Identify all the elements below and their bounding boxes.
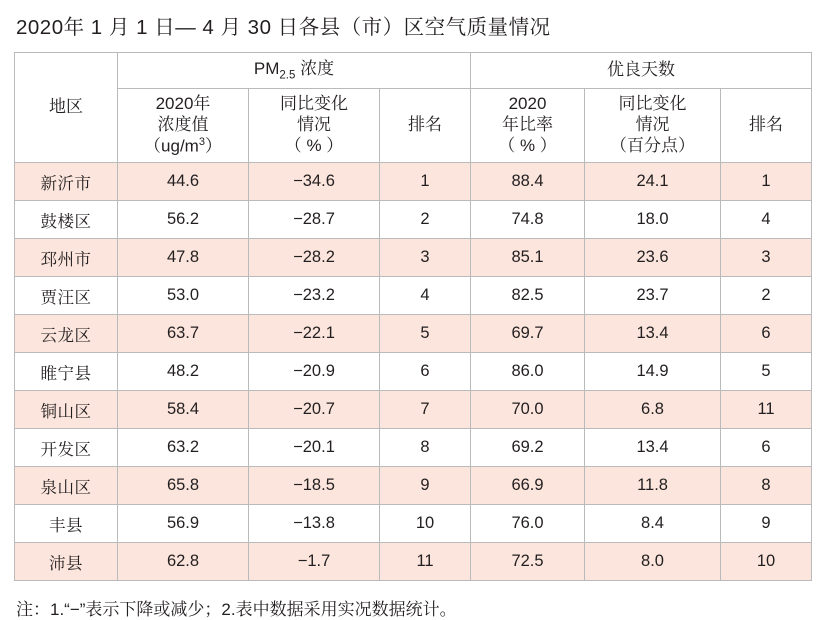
table-row <box>15 315 812 353</box>
cell-days-rate: 69.7 <box>471 315 585 353</box>
days-change-line1: 同比变化 <box>618 94 687 114</box>
cell-days-rank: 6 <box>721 315 812 353</box>
cell-pm25-value: 56.9 <box>118 505 249 543</box>
cell-region: 云龙区 <box>15 315 118 353</box>
pm25-change-line2: 情况 <box>297 115 331 135</box>
cell-pm25-change: −20.7 <box>249 391 380 429</box>
column-header-region: 地区 <box>15 53 118 163</box>
cell-pm25-rank: 4 <box>380 277 471 315</box>
cell-region: 沛县 <box>15 543 118 581</box>
cell-pm25-value: 63.2 <box>118 429 249 467</box>
cell-pm25-change: −13.8 <box>249 505 380 543</box>
cell-region: 新沂市 <box>15 163 118 201</box>
table-row <box>15 163 812 201</box>
cell-days-rank: 11 <box>721 391 812 429</box>
cell-days-rate: 72.5 <box>471 543 585 581</box>
cell-pm25-value: 48.2 <box>118 353 249 391</box>
cell-region: 泉山区 <box>15 467 118 505</box>
cell-region: 贾汪区 <box>15 277 118 315</box>
cell-pm25-value: 53.0 <box>118 277 249 315</box>
table-header <box>15 53 812 163</box>
pm25-unit-exponent: 3 <box>198 135 205 148</box>
cell-pm25-rank: 10 <box>380 505 471 543</box>
column-group-header-good-days: 优良天数 <box>471 53 812 89</box>
cell-pm25-value: 63.7 <box>118 315 249 353</box>
cell-days-rate: 85.1 <box>471 239 585 277</box>
column-header-days-rate <box>471 89 585 163</box>
cell-pm25-value: 56.2 <box>118 201 249 239</box>
cell-pm25-value: 62.8 <box>118 543 249 581</box>
cell-region: 铜山区 <box>15 391 118 429</box>
cell-days-rank: 6 <box>721 429 812 467</box>
cell-days-change: 23.6 <box>585 239 721 277</box>
table-row <box>15 201 812 239</box>
table-row <box>15 353 812 391</box>
cell-days-rank: 2 <box>721 277 812 315</box>
table-body <box>15 163 812 581</box>
pm25-label-suffix: 浓度 <box>295 58 335 78</box>
cell-days-rate: 70.0 <box>471 391 585 429</box>
cell-days-rank: 8 <box>721 467 812 505</box>
pm25-unit-close: ） <box>204 136 222 156</box>
pm25-unit-open: （ug/m <box>144 136 199 156</box>
cell-days-rate: 88.4 <box>471 163 585 201</box>
cell-days-change: 8.0 <box>585 543 721 581</box>
cell-days-rank: 10 <box>721 543 812 581</box>
cell-pm25-rank: 8 <box>380 429 471 467</box>
cell-pm25-change: −20.1 <box>249 429 380 467</box>
cell-region: 鼓楼区 <box>15 201 118 239</box>
cell-pm25-rank: 9 <box>380 467 471 505</box>
cell-pm25-change: −18.5 <box>249 467 380 505</box>
cell-pm25-value: 58.4 <box>118 391 249 429</box>
cell-pm25-rank: 1 <box>380 163 471 201</box>
cell-days-rate: 69.2 <box>471 429 585 467</box>
cell-days-change: 13.4 <box>585 315 721 353</box>
pm25-change-line3: （ % ） <box>284 135 344 155</box>
column-header-days-change <box>585 89 721 163</box>
days-change-line3: （百分点） <box>610 135 696 155</box>
cell-region: 开发区 <box>15 429 118 467</box>
cell-days-rank: 1 <box>721 163 812 201</box>
cell-days-rate: 66.9 <box>471 467 585 505</box>
column-header-days-rank: 排名 <box>721 89 812 163</box>
column-group-header-pm25 <box>118 53 471 89</box>
cell-pm25-change: −22.1 <box>249 315 380 353</box>
cell-pm25-rank: 7 <box>380 391 471 429</box>
cell-pm25-value: 65.8 <box>118 467 249 505</box>
header-sub-row <box>15 89 812 163</box>
cell-pm25-value: 44.6 <box>118 163 249 201</box>
pm25-value-line2: 浓度值 <box>157 114 209 134</box>
table-row <box>15 277 812 315</box>
pm25-label-subscript: 2.5 <box>279 69 296 82</box>
cell-days-rank: 4 <box>721 201 812 239</box>
cell-pm25-rank: 3 <box>380 239 471 277</box>
cell-days-change: 18.0 <box>585 201 721 239</box>
pm25-change-line1: 同比变化 <box>280 94 348 114</box>
air-quality-table <box>14 52 812 581</box>
cell-pm25-rank: 6 <box>380 353 471 391</box>
cell-pm25-value: 47.8 <box>118 239 249 277</box>
cell-days-rate: 86.0 <box>471 353 585 391</box>
page-title: 2020年 1 月 1 日— 4 月 30 日各县（市）区空气质量情况 <box>16 16 551 39</box>
cell-days-rate: 76.0 <box>471 505 585 543</box>
column-header-pm25-rank: 排名 <box>380 89 471 163</box>
cell-region: 丰县 <box>15 505 118 543</box>
column-header-pm25-change <box>249 89 380 163</box>
cell-pm25-rank: 5 <box>380 315 471 353</box>
pm25-value-line3 <box>120 136 246 157</box>
cell-days-change: 11.8 <box>585 467 721 505</box>
table-row <box>15 543 812 581</box>
cell-pm25-rank: 2 <box>380 201 471 239</box>
cell-pm25-change: −28.7 <box>249 201 380 239</box>
cell-days-change: 8.4 <box>585 505 721 543</box>
cell-region: 睢宁县 <box>15 353 118 391</box>
table-row <box>15 429 812 467</box>
cell-days-change: 6.8 <box>585 391 721 429</box>
cell-days-rank: 5 <box>721 353 812 391</box>
pm25-value-line1: 2020年 <box>155 94 211 114</box>
table-row <box>15 467 812 505</box>
cell-pm25-change: −1.7 <box>249 543 380 581</box>
cell-days-rate: 74.8 <box>471 201 585 239</box>
cell-pm25-rank: 11 <box>380 543 471 581</box>
cell-days-change: 24.1 <box>585 163 721 201</box>
table-row <box>15 239 812 277</box>
cell-pm25-change: −20.9 <box>249 353 380 391</box>
cell-days-change: 23.7 <box>585 277 721 315</box>
cell-days-change: 14.9 <box>585 353 721 391</box>
header-group-row <box>15 53 812 89</box>
cell-days-rank: 3 <box>721 239 812 277</box>
table-row <box>15 391 812 429</box>
cell-pm25-change: −23.2 <box>249 277 380 315</box>
table-row <box>15 505 812 543</box>
pm25-label-prefix: PM <box>253 58 280 78</box>
table-footnote: 注：1.“−”表示下降或减少；2.表中数据采用实况数据统计。 <box>16 600 457 619</box>
days-change-line2: 情况 <box>635 115 670 135</box>
days-rate-line1: 2020 <box>508 94 547 114</box>
cell-region: 邳州市 <box>15 239 118 277</box>
cell-days-rank: 9 <box>721 505 812 543</box>
cell-pm25-change: −28.2 <box>249 239 380 277</box>
days-rate-line2: 年比率 <box>502 115 554 135</box>
cell-days-rate: 82.5 <box>471 277 585 315</box>
column-header-pm25-value <box>118 89 249 163</box>
days-rate-line3: （ % ） <box>498 135 557 155</box>
cell-pm25-change: −34.6 <box>249 163 380 201</box>
cell-days-change: 13.4 <box>585 429 721 467</box>
